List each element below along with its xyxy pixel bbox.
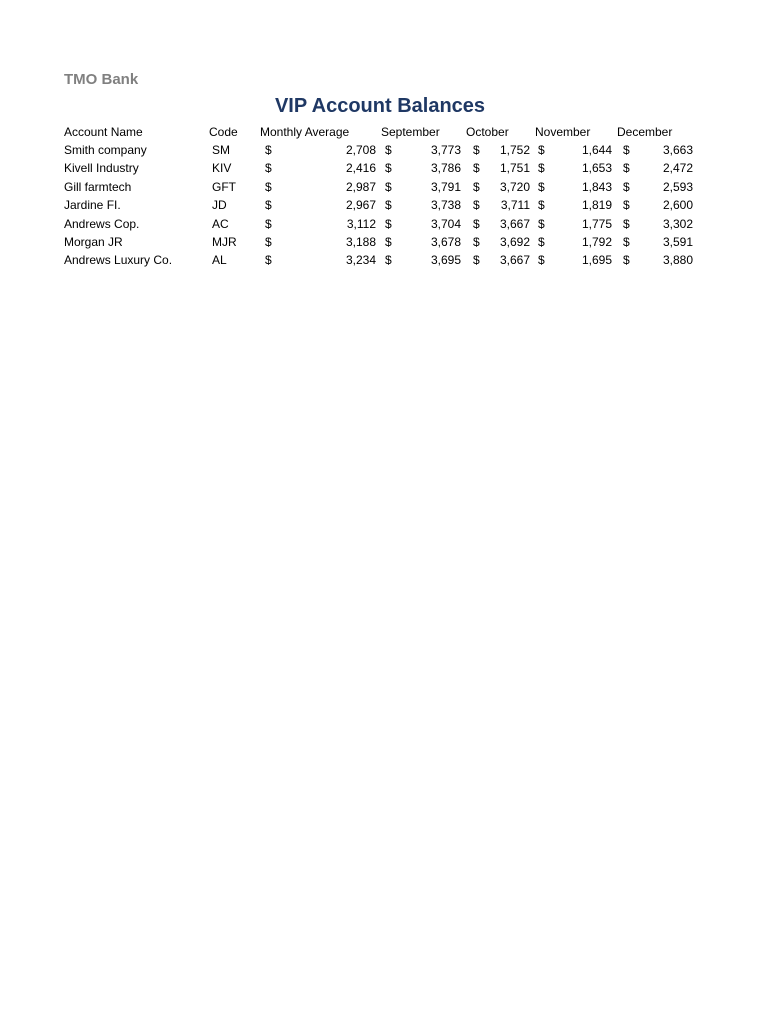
december-value: 3,591 — [662, 235, 693, 249]
currency-symbol: $ — [538, 180, 545, 194]
header-september: September — [381, 125, 440, 139]
september-value: 3,773 — [430, 143, 461, 157]
bank-name: TMO Bank — [64, 71, 139, 88]
currency-symbol: $ — [623, 217, 630, 231]
currency-symbol: $ — [538, 235, 545, 249]
september-value: 3,786 — [430, 161, 461, 175]
currency-symbol: $ — [538, 198, 545, 212]
monthly-average-value: 2,967 — [345, 198, 376, 212]
monthly-average-value: 3,112 — [346, 217, 376, 231]
sheet-title: VIP Account Balances — [274, 95, 486, 117]
monthly-average-value: 3,188 — [345, 235, 376, 249]
account-name-cell: Kivell Industry — [64, 161, 139, 175]
november-value: 1,792 — [581, 235, 612, 249]
monthly-average-value: 3,234 — [345, 253, 376, 267]
account-name-cell: Gill farmtech — [64, 180, 132, 194]
october-value: 3,667 — [499, 253, 530, 267]
october-value: 1,751 — [499, 161, 530, 175]
december-value: 2,472 — [662, 161, 693, 175]
currency-symbol: $ — [473, 198, 480, 212]
currency-symbol: $ — [538, 253, 545, 267]
account-name-cell: Andrews Cop. — [64, 217, 140, 231]
december-value: 3,302 — [662, 217, 693, 231]
currency-symbol: $ — [385, 235, 392, 249]
september-value: 3,791 — [430, 180, 461, 194]
account-name-cell: Jardine FI. — [64, 198, 121, 212]
account-code-cell: KIV — [212, 161, 232, 175]
account-code-cell: JD — [212, 198, 227, 212]
currency-symbol: $ — [623, 198, 630, 212]
september-value: 3,695 — [430, 253, 461, 267]
currency-symbol: $ — [623, 253, 630, 267]
currency-symbol: $ — [623, 235, 630, 249]
currency-symbol: $ — [473, 235, 480, 249]
september-value: 3,738 — [430, 198, 461, 212]
account-code-cell: SM — [212, 143, 230, 157]
currency-symbol: $ — [265, 235, 272, 249]
october-value: 3,692 — [499, 235, 530, 249]
november-value: 1,843 — [581, 180, 612, 194]
october-value: 3,711 — [500, 198, 530, 212]
currency-symbol: $ — [265, 143, 272, 157]
header-monthly-average: Monthly Average — [260, 125, 350, 139]
currency-symbol: $ — [538, 217, 545, 231]
currency-symbol: $ — [473, 143, 480, 157]
currency-symbol: $ — [265, 253, 272, 267]
november-value: 1,644 — [581, 143, 612, 157]
currency-symbol: $ — [385, 180, 392, 194]
account-name-cell: Smith company — [64, 143, 147, 157]
account-code-cell: AC — [212, 217, 229, 231]
currency-symbol: $ — [385, 198, 392, 212]
currency-symbol: $ — [623, 180, 630, 194]
december-value: 2,593 — [662, 180, 693, 194]
currency-symbol: $ — [265, 198, 272, 212]
account-code-cell: GFT — [212, 180, 236, 194]
currency-symbol: $ — [265, 161, 272, 175]
monthly-average-value: 2,416 — [345, 161, 376, 175]
currency-symbol: $ — [473, 180, 480, 194]
currency-symbol: $ — [538, 161, 545, 175]
header-october: October — [466, 125, 509, 139]
october-value: 3,667 — [499, 217, 530, 231]
monthly-average-value: 2,708 — [345, 143, 376, 157]
currency-symbol: $ — [265, 180, 272, 194]
november-value: 1,819 — [581, 198, 612, 212]
september-value: 3,704 — [430, 217, 461, 231]
currency-symbol: $ — [473, 161, 480, 175]
currency-symbol: $ — [623, 161, 630, 175]
october-value: 1,752 — [499, 143, 530, 157]
monthly-average-value: 2,987 — [345, 180, 376, 194]
account-name-cell: Andrews Luxury Co. — [64, 253, 173, 267]
december-value: 3,880 — [662, 253, 693, 267]
currency-symbol: $ — [473, 217, 480, 231]
currency-symbol: $ — [473, 253, 480, 267]
account-name-cell: Morgan JR — [64, 235, 123, 249]
currency-symbol: $ — [385, 217, 392, 231]
december-value: 2,600 — [662, 198, 693, 212]
account-code-cell: AL — [212, 253, 227, 267]
account-code-cell: MJR — [212, 235, 237, 249]
currency-symbol: $ — [385, 253, 392, 267]
december-value: 3,663 — [662, 143, 693, 157]
november-value: 1,775 — [581, 217, 612, 231]
header-code: Code — [209, 125, 238, 139]
september-value: 3,678 — [430, 235, 461, 249]
currency-symbol: $ — [385, 161, 392, 175]
header-december: December — [617, 125, 673, 139]
november-value: 1,695 — [581, 253, 612, 267]
header-account-name: Account Name — [64, 125, 143, 139]
currency-symbol: $ — [623, 143, 630, 157]
october-value: 3,720 — [499, 180, 530, 194]
currency-symbol: $ — [265, 217, 272, 231]
currency-symbol: $ — [385, 143, 392, 157]
november-value: 1,653 — [581, 161, 612, 175]
currency-symbol: $ — [538, 143, 545, 157]
header-november: November — [535, 125, 591, 139]
